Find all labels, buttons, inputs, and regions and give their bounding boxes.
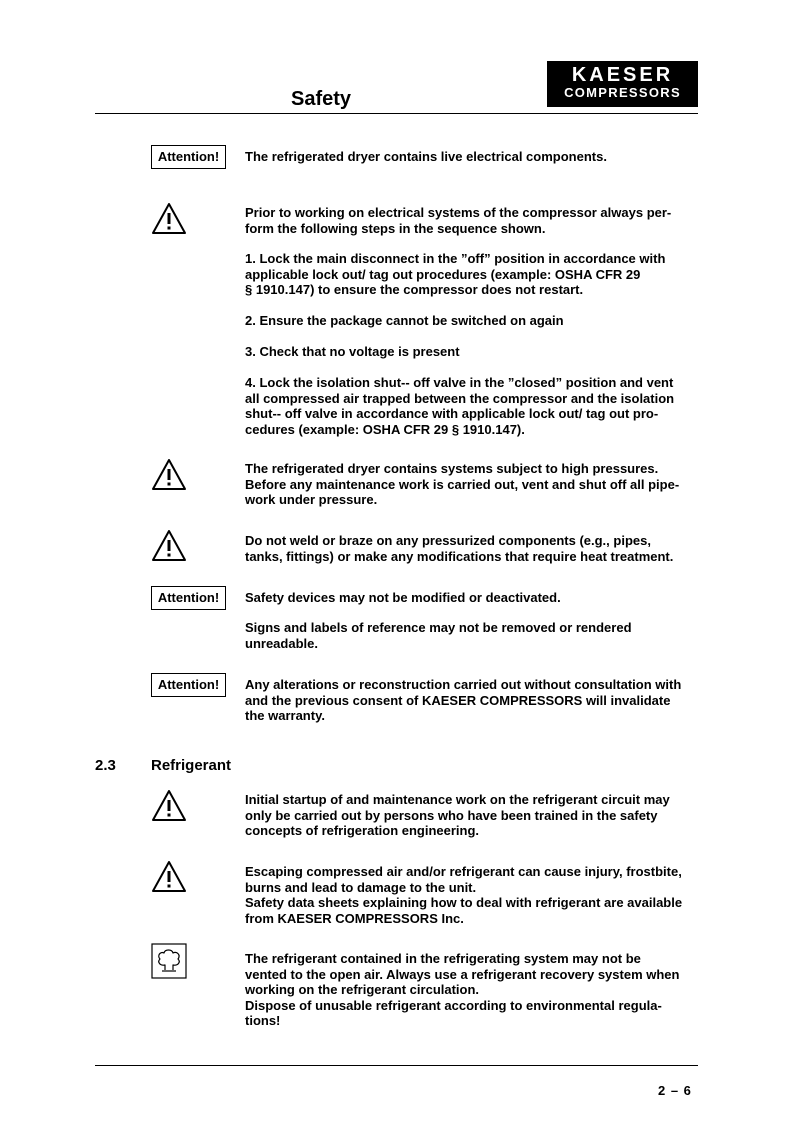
section-title: Refrigerant <box>151 757 232 774</box>
warning-triangle-icon <box>151 789 187 823</box>
logo-line2: COMPRESSORS <box>564 85 681 100</box>
logo-line1: KAESER <box>571 64 674 86</box>
attention-label: Attention! <box>151 673 226 697</box>
warning-triangle-icon <box>151 529 187 563</box>
step-text: 3. Check that no voltage is present <box>245 344 460 359</box>
kaeser-logo <box>547 61 698 107</box>
notice-text: The refrigerated dryer contains systems subject to high pressures. Before any maintenance work is carried out, vent and shut off all pipe- work under pressure. <box>245 461 680 507</box>
attention-label: Attention! <box>151 586 226 610</box>
notice-text: Initial startup of and maintenance work on the refrigerant circuit may only be carried out by persons who have been trained in the safety concepts of refrigeration engineering. <box>245 792 670 838</box>
page-title: Safety <box>291 88 352 110</box>
step-text: 4. Lock the isolation shut-- off valve in the ”closed” position and vent all compressed air trapped between the compressor and the isolation shut-- off valve in accordance with applicable lock out/ tag out pro- cedures (example: OSHA CFR 29 § 1910.147). <box>245 375 675 437</box>
header-divider <box>95 113 698 114</box>
step-text: 2. Ensure the package cannot be switched on again <box>245 313 564 328</box>
notice-text: Any alterations or reconstruction carried out without consultation with and the previous consent of KAESER COMPRESSORS will invalidate the warranty. <box>245 677 682 723</box>
section-number: 2.3 <box>95 757 116 774</box>
notice-text: Safety devices may not be modified or deactivated. <box>245 590 561 605</box>
notice-text: Signs and labels of reference may not be removed or rendered unreadable. <box>245 620 632 651</box>
attention-label: Attention! <box>151 145 226 169</box>
notice-text: Escaping compressed air and/or refrigerant can cause injury, frostbite, burns and lead to damage to the unit. Safety data sheets explaining how to deal with refrigerant are available from KAESER COMPRESSORS Inc. <box>245 864 683 926</box>
environment-tree-icon <box>151 943 187 979</box>
page-number: 2 – 6 <box>658 1083 692 1098</box>
notice-text: The refrigerated dryer contains live electrical components. <box>245 149 607 164</box>
notice-text: The refrigerant contained in the refrigerating system may not be vented to the open air. Always use a refrigerant recovery system when working on the refrigerant circulation. Dispose of unusable refrigerant according to environmental regula- tions! <box>245 951 680 1028</box>
notice-text: Prior to working on electrical systems of the compressor always per- form the following steps in the sequence shown. <box>245 205 672 236</box>
footer-divider <box>95 1065 698 1066</box>
warning-triangle-icon <box>151 202 187 236</box>
step-text: 1. Lock the main disconnect in the ”off” position in accordance with applicable lock out/ tag out procedures (example: OSHA CFR 29 § 1910.147) to ensure the compressor does not restart. <box>245 251 666 297</box>
warning-triangle-icon <box>151 458 187 492</box>
warning-triangle-icon <box>151 860 187 894</box>
notice-text: Do not weld or braze on any pressurized components (e.g., pipes, tanks, fittings) or make any modifications that require heat treatment. <box>245 533 674 564</box>
